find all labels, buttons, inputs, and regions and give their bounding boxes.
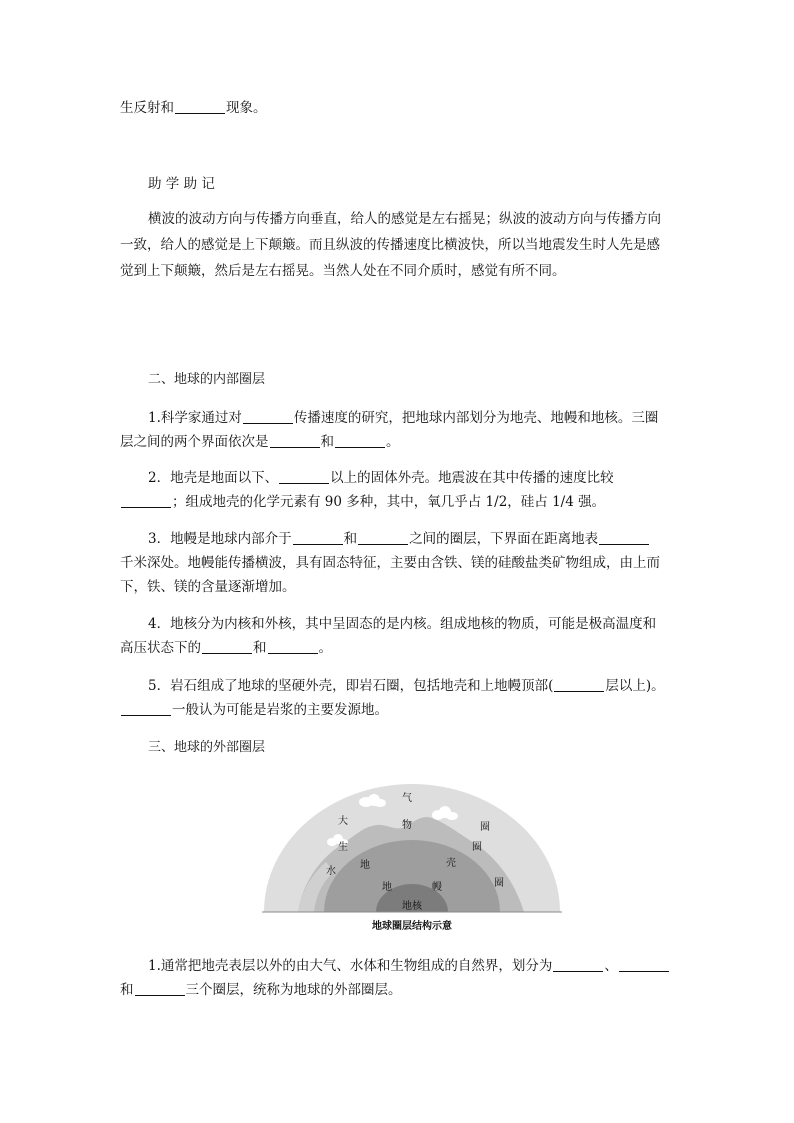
answer-blank[interactable] (619, 957, 669, 972)
note-line-3: 觉到上下颠簸，然后是左右摇晃。当然人处在不同介质时，感觉有所不同。 (120, 263, 566, 279)
answer-blank[interactable] (243, 409, 293, 424)
answer-blank[interactable] (135, 981, 185, 996)
label-core: 地核 (402, 901, 422, 912)
answer-blank[interactable] (335, 433, 385, 448)
note-line-1: 横波的波动方向与传播方向垂直，给人的感觉是左右摇晃；纵波的波动方向与传播方向 (148, 211, 661, 227)
label-man: 幔 (432, 882, 442, 893)
answer-blank[interactable] (121, 493, 171, 508)
label-da: 大 (338, 816, 348, 827)
label-ke: 壳 (446, 858, 456, 869)
answer-blank[interactable] (121, 701, 171, 716)
answer-blank[interactable] (599, 530, 649, 545)
label-di-crust: 地 (360, 860, 370, 871)
note-title: 助 学 助 记 (148, 176, 215, 192)
answer-blank[interactable] (270, 433, 320, 448)
question-3-1-line-2: 和 三个圈层，统称为地球的外部圈层。 (120, 982, 402, 998)
label-qi: 气 (402, 793, 412, 804)
question-2-3-line-3: 下，铁、镁的含量逐渐增加。 (120, 579, 296, 595)
section-heading-inner-layers: 二、地球的内部圈层 (148, 372, 266, 387)
question-2-2-line-1: 2．地壳是地面以下、 以上的固体外壳。地震波在其中传播的速度比较 (148, 470, 614, 486)
label-quan-1: 圈 (480, 822, 490, 833)
note-line-2: 一致，给人的感觉是上下颠簸。而且纵波的传播速度比横波快，所以当地震发生时人先是感 (120, 237, 660, 253)
answer-blank[interactable] (553, 957, 603, 972)
question-2-2-line-2: ；组成地壳的化学元素有 90 多种，其中，氧几乎占 1/2，硅占 1/4 强。 (120, 490, 676, 514)
question-2-3-line-1: 3．地幔是地球内部介于 和 之间的圈层，下界面在距离地表 (148, 527, 676, 551)
label-quan-3: 圈 (494, 878, 504, 889)
earth-layers-diagram (262, 778, 562, 938)
section-heading-outer-layers: 三、地球的外部圈层 (148, 740, 266, 755)
answer-blank[interactable] (279, 469, 329, 484)
answer-blank[interactable] (554, 677, 604, 692)
answer-blank[interactable] (175, 99, 225, 114)
answer-blank[interactable] (202, 639, 252, 654)
question-2-4-line-1: 4．地核分为内核和外核，其中呈固态的是内核。组成地核的物质，可能是极高温度和 (148, 616, 657, 632)
answer-blank[interactable] (268, 639, 318, 654)
question-2-4-line-2: 高压状态下的 和 。 (120, 640, 332, 656)
answer-blank[interactable] (358, 530, 408, 545)
answer-blank[interactable] (293, 530, 343, 545)
question-3-1-line-1: 1.通常把地壳表层以外的由大气、水体和生物组成的自然界，划分为 、 (148, 954, 676, 978)
label-sheng: 生 (338, 842, 348, 853)
label-shui: 水 (326, 866, 336, 877)
diagram-caption: 地球圈层结构示意 (372, 921, 452, 932)
label-di-mantle: 地 (382, 882, 392, 893)
question-2-5-line-1: 5．岩石组成了地球的坚硬外壳，即岩石圈，包括地壳和上地幔顶部( 层以上)。 (148, 678, 665, 694)
question-2-1-line-2: 层之间的两个界面依次是 和 。 (120, 434, 400, 450)
question-2-1-line-1: 1.科学家通过对 传播速度的研究，把地球内部划分为地壳、地幔和地核。三圈 (148, 410, 659, 426)
question-2-3-line-2: 千米深处。地幔能传播横波，具有固态特征，主要由含铁、镁的硅酸盐类矿物组成，由上而 (120, 555, 660, 571)
label-quan-2: 圈 (472, 842, 482, 853)
fill-in-line: 生反射和 现象。 (120, 100, 267, 116)
question-2-5-line-2: 一般认为可能是岩浆的主要发源地。 (120, 698, 676, 722)
label-wu: 物 (402, 820, 412, 831)
